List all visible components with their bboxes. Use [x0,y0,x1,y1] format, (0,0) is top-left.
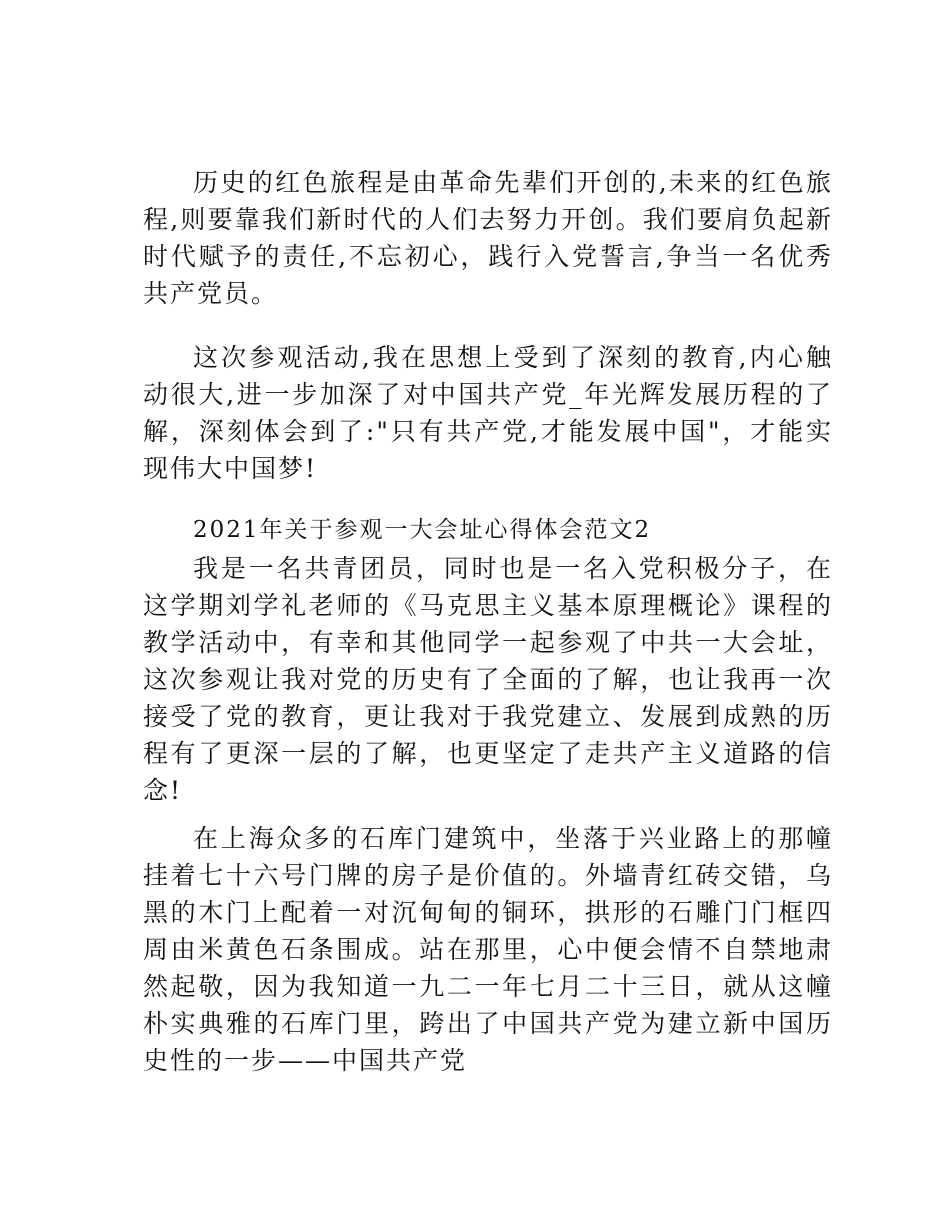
paragraph-visit-education: 这次参观活动,我在思想上受到了深刻的教育,内心触动很大,进一步加深了对中国共产党_年光辉发展历程的了解，深刻体会到了:"只有共产党,才能发展中国"，才能实现伟大中国梦! [143,343,833,483]
paragraph-league-member: 我是一名共青团员，同时也是一名入党积极分子，在这学期刘学礼老师的《马克思主义基本原理概论》课程的教学活动中，有幸和其他同学一起参观了中共一大会址，这次参观让我对党的历史有了全面的了解，也让我再一次接受了党的教育，更让我对于我党建立、发展到成熟的历程有了更深一层的了解，也更坚定了走共产主义道路的信念! [143,554,833,805]
paragraph-red-journey: 历史的红色旅程是由革命先辈们开创的,未来的红色旅程,则要靠我们新时代的人们去努力开创。我们要肩负起新时代赋予的责任,不忘初心，践行入党誓言,争当一名优秀共产党员。 [143,168,833,308]
essay-heading: 2021年关于参观一大会址心得体会范文2 [193,517,652,543]
paragraph-shikumen-building: 在上海众多的石库门建筑中，坐落于兴业路上的那幢挂着七十六号门牌的房子是价值的。外墙青红砖交错，乌黑的木门上配着一对沉甸甸的铜环，拱形的石雕门门框四周由米黄色石条围成。站在那里，心中便会情不自禁地肃然起敬，因为我知道一九二一年七月二十三日，就从这幢朴实典雅的石库门里，跨出了中国共产党为建立新中国历史性的一步——中国共产党 [143,824,833,1075]
